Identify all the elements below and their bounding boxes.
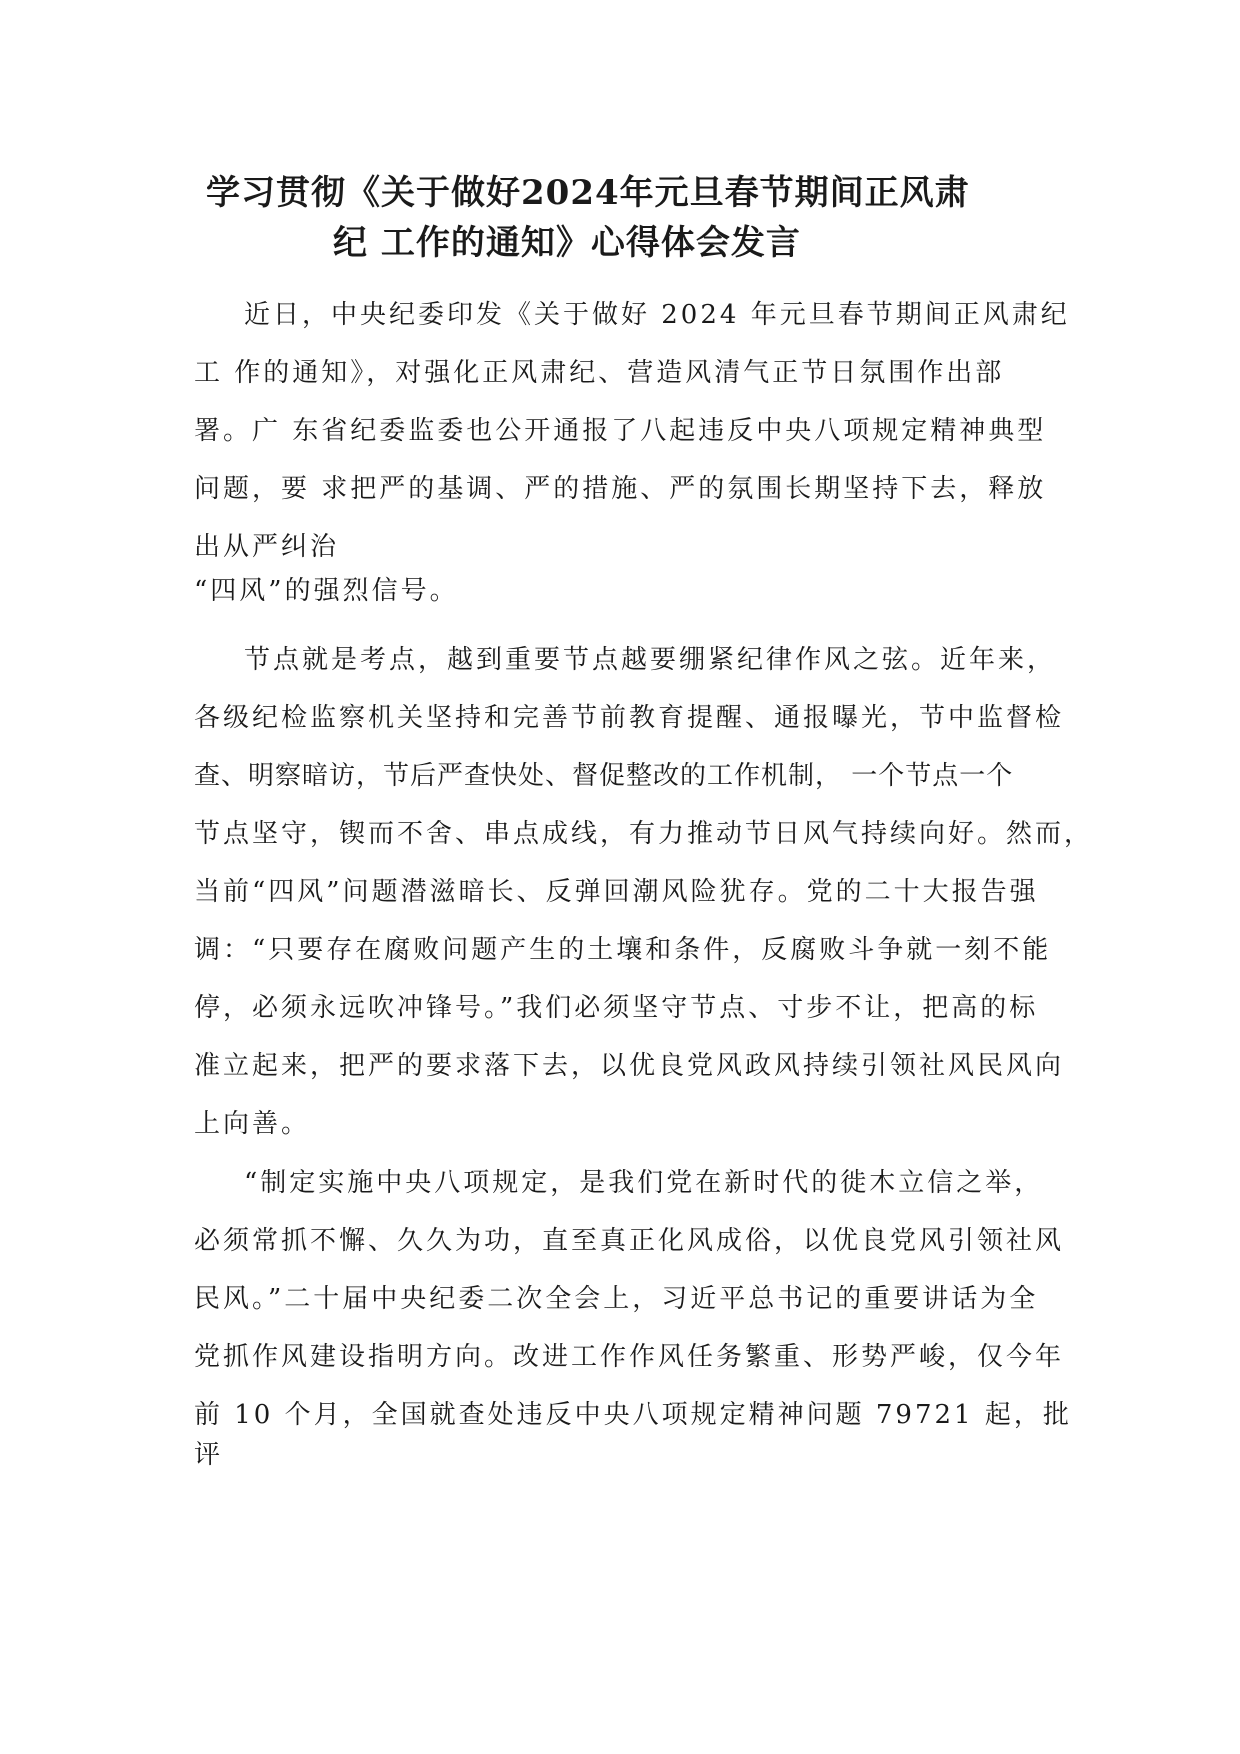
paragraph-line: 问题，要 求把严的基调、严的措施、严的氛围长期坚持下去，释放 xyxy=(194,474,1047,504)
title-line: 纪 工作的通知》心得体会发言 xyxy=(333,223,801,263)
paragraph-line: 上向善。 xyxy=(194,1109,311,1139)
paragraph-line: 各级纪检监察机关坚持和完善节前教育提醒、通报曝光，节中监督检 xyxy=(194,703,1065,733)
paragraph-line: 近日，中央纪委印发《关于做好 2024 年元旦春节期间正风肃纪 xyxy=(244,300,1070,330)
paragraph-2 xyxy=(194,631,1094,1153)
paragraph-line: “制定实施中央八项规定，是我们党在新时代的徙木立信之举， xyxy=(244,1168,1044,1198)
title-line: 学习贯彻《关于做好2024年元旦春节期间正风肃 xyxy=(206,173,970,213)
paragraph-line: 调：“只要存在腐败问题产生的土壤和条件，反腐败斗争就一刻不能 xyxy=(194,935,1052,965)
paragraph-3 xyxy=(194,1154,1072,1484)
paragraph-line: 民风。”二十届中央纪委二次全会上，习近平总书记的重要讲话为全 xyxy=(194,1284,1039,1314)
paragraph-1 xyxy=(194,286,1070,620)
document-title xyxy=(150,168,1090,268)
paragraph-line: 当前“四风”问题潜滋暗长、反弹回潮风险犹存。党的二十大报告强 xyxy=(194,877,1039,907)
paragraph-line: 查、明察暗访，节后严查快处、督促整改的工作机制， 一个节点一个 xyxy=(194,761,1014,791)
paragraph-line: 工 作的通知》，对强化正风肃纪、营造风清气正节日氛围作出部 xyxy=(194,358,1005,388)
paragraph-line: 党抓作风建设指明方向。改进工作作风任务繁重、形势严峻，仅今年 xyxy=(194,1342,1065,1372)
paragraph-line: 停，必须永远吹冲锋号。”我们必须坚守节点、寸步不让，把高的标 xyxy=(194,993,1039,1023)
paragraph-line: 出从严纠治 xyxy=(194,532,340,562)
paragraph-line: 署。广 东省纪委监委也公开通报了八起违反中央八项规定精神典型 xyxy=(194,416,1047,446)
paragraph-line: 评 xyxy=(194,1440,224,1470)
paragraph-line: “四风”的强烈信号。 xyxy=(194,576,459,606)
paragraph-line: 节点就是考点，越到重要节点越要绷紧纪律作风之弦。近年来， xyxy=(244,645,1057,675)
paragraph-line: 前 10 个月，全国就查处违反中央八项规定精神问题 79721 起，批 xyxy=(194,1400,1072,1430)
paragraph-line: 必须常抓不懈、久久为功，直至真正化风成俗，以优良党风引领社风 xyxy=(194,1226,1065,1256)
paragraph-line: 节点坚守，锲而不舍、串点成线，有力推动节日风气持续向好。然而， xyxy=(194,819,1094,849)
paragraph-line: 准立起来，把严的要求落下去，以优良党风政风持续引领社风民风向 xyxy=(194,1051,1065,1081)
